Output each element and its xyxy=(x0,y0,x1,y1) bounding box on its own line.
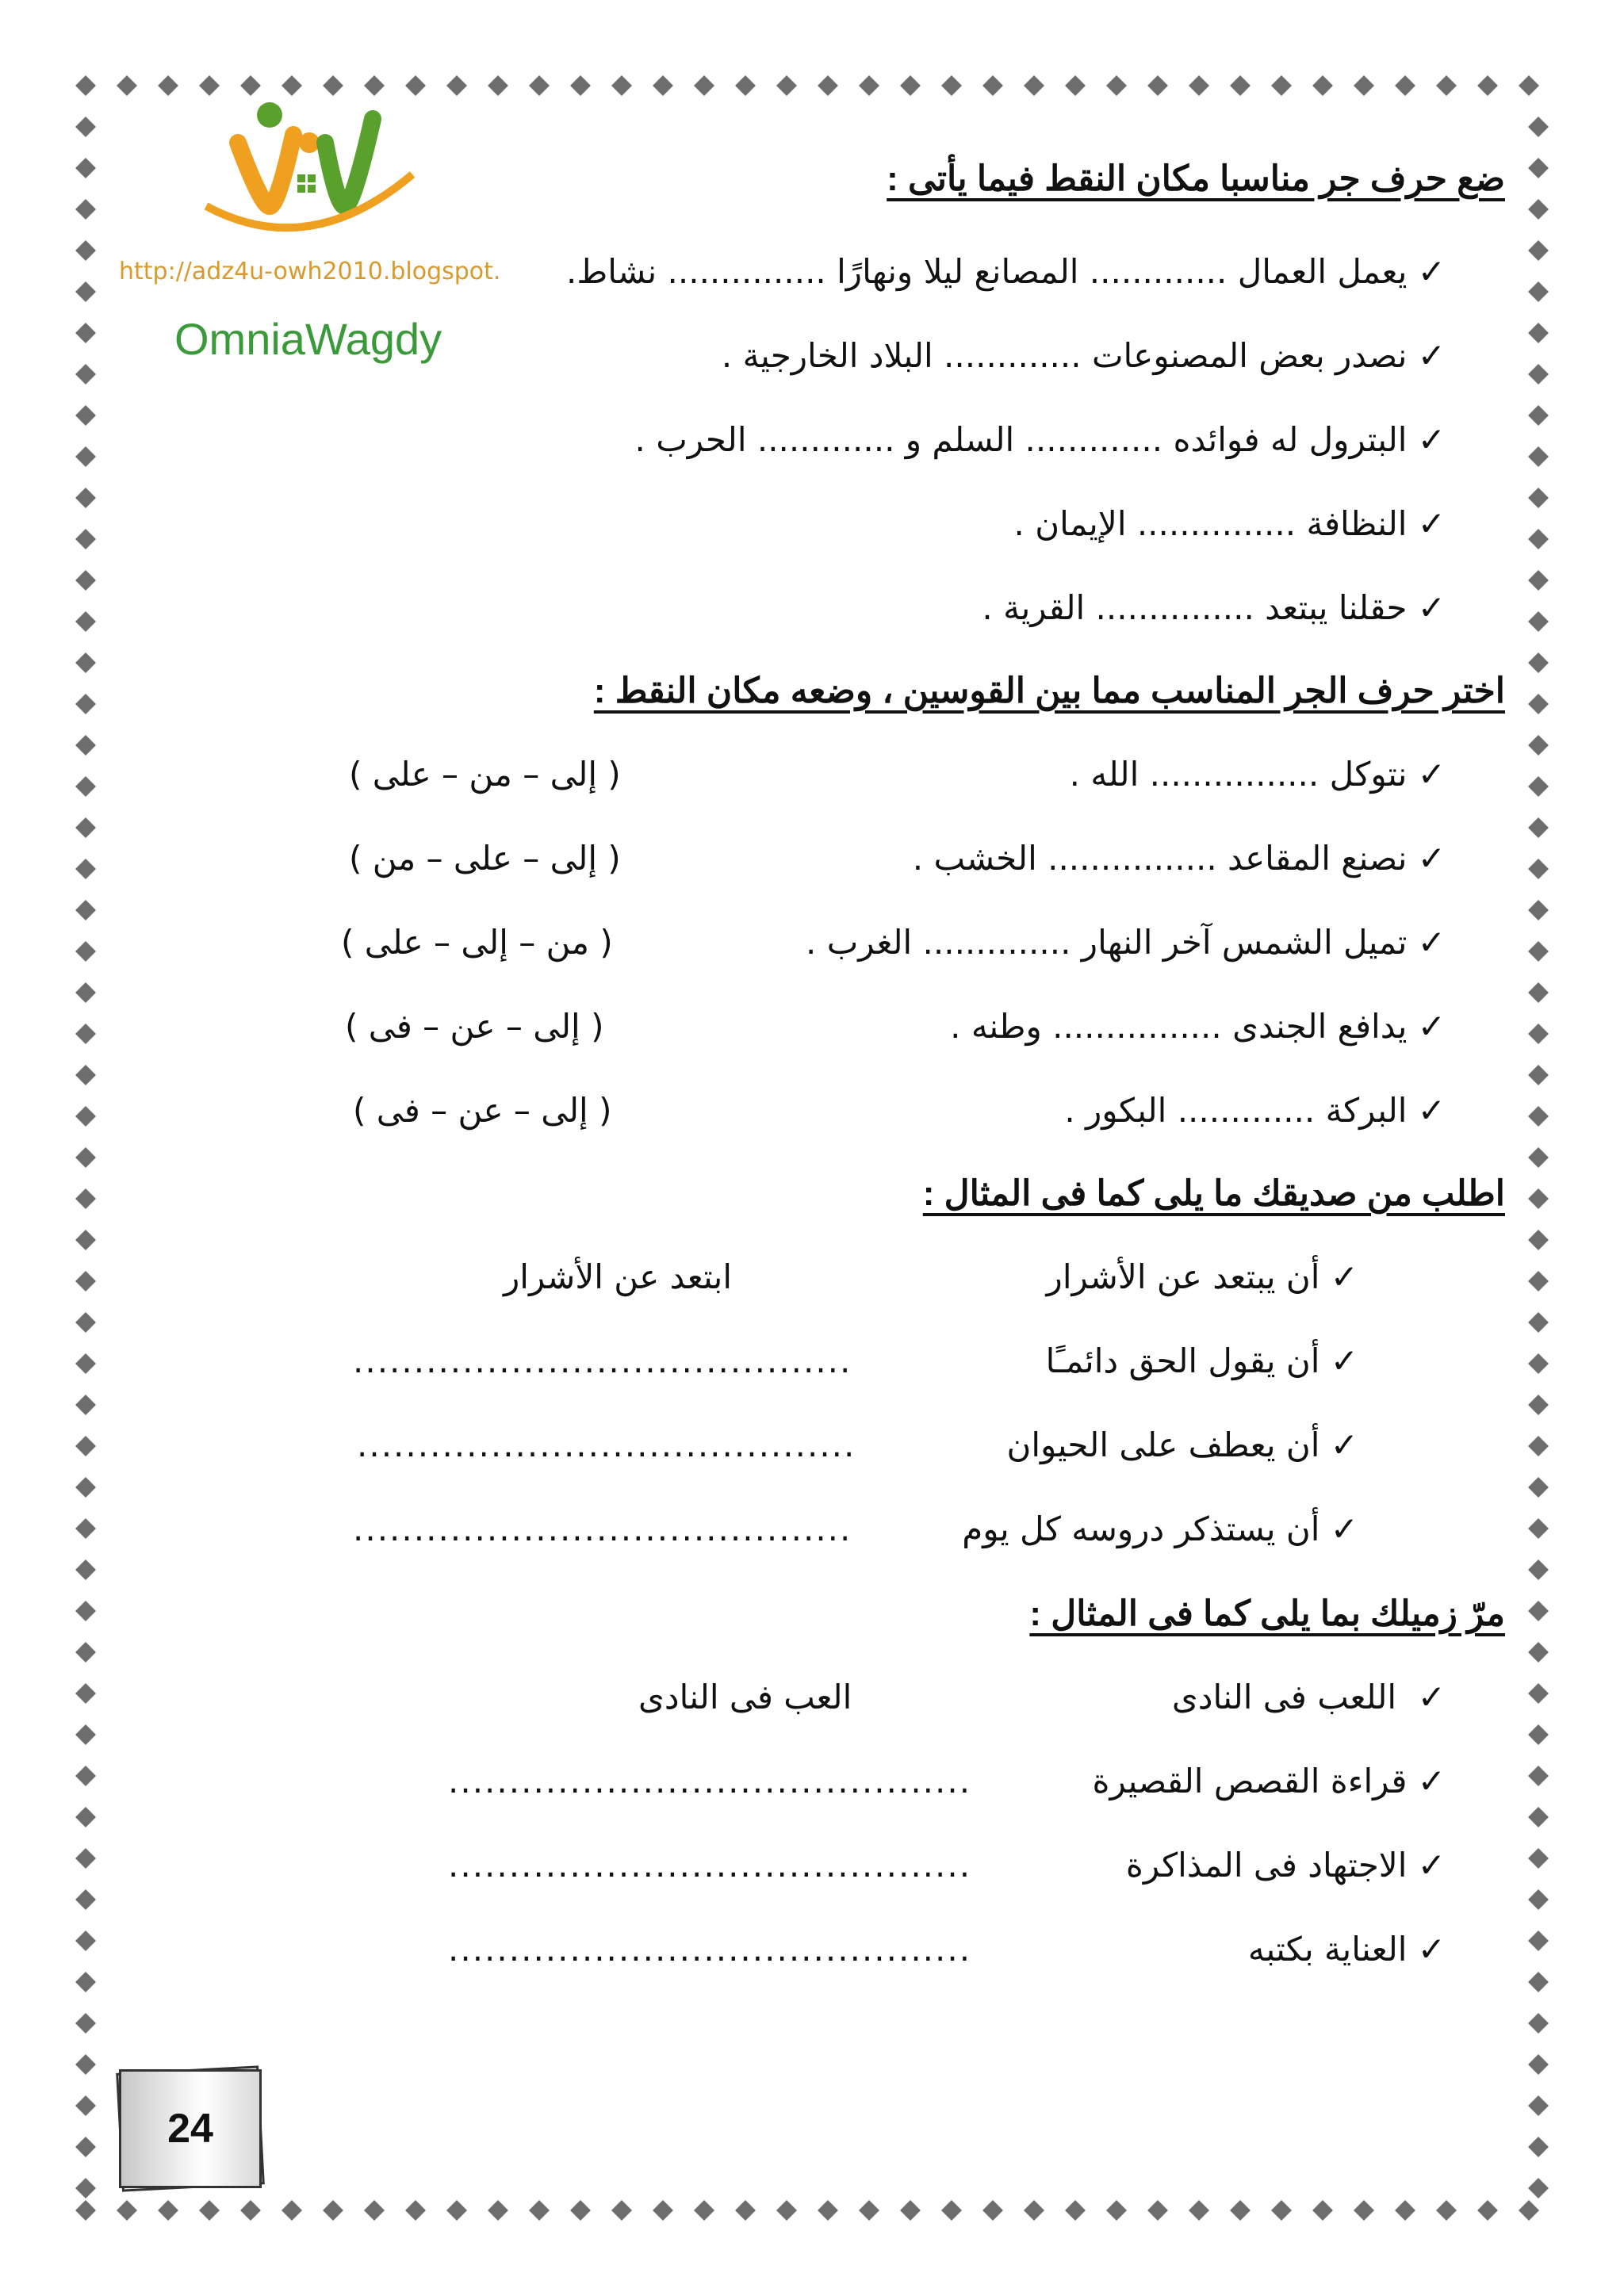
border-diamond xyxy=(1528,570,1549,591)
check-icon: ✓ xyxy=(1417,1007,1446,1046)
check-icon: ✓ xyxy=(1330,1510,1358,1548)
section3-item xyxy=(1007,1425,1358,1464)
border-diamond xyxy=(1528,117,1549,137)
border-diamond xyxy=(75,199,96,220)
border-diamond xyxy=(1528,2013,1549,2034)
answer-blank: ......................................... xyxy=(353,1341,852,1380)
border-diamond xyxy=(199,2200,220,2221)
border-diamond xyxy=(488,75,508,96)
border-diamond xyxy=(75,2137,96,2157)
border-diamond xyxy=(1528,859,1549,879)
border-diamond xyxy=(1519,75,1539,96)
border-diamond xyxy=(1519,2200,1539,2221)
border-diamond xyxy=(75,1147,96,1168)
border-diamond xyxy=(75,859,96,879)
border-diamond xyxy=(75,364,96,385)
border-diamond xyxy=(75,941,96,962)
answer-blank: ........................................... xyxy=(448,1762,972,1800)
section3-item xyxy=(1047,1257,1358,1296)
item-text: تميل الشمس آخر النهار .............. الغرب . xyxy=(806,923,1408,962)
logo-url: http://adz4u-owh2010.blogspot. xyxy=(119,258,501,285)
check-icon: ✓ xyxy=(1417,504,1446,543)
section4-item xyxy=(1092,1762,1446,1800)
border-diamond xyxy=(818,2200,838,2221)
section3-item xyxy=(962,1510,1358,1548)
border-diamond xyxy=(75,1931,96,1951)
item-text: حقلنا يبتعد ............... القرية . xyxy=(982,588,1408,627)
border-diamond xyxy=(529,2200,550,2221)
border-diamond xyxy=(75,2095,96,2116)
border-diamond xyxy=(694,2200,714,2221)
section2-item xyxy=(1070,755,1446,794)
section2-item xyxy=(913,839,1446,878)
border-diamond xyxy=(75,1889,96,1910)
family-logo-icon xyxy=(190,87,444,270)
section1-item xyxy=(635,420,1446,459)
options: ( إلى – عن – فى ) xyxy=(345,1007,604,1046)
item-text: أن يستذكر دروسه كل يوم xyxy=(962,1510,1320,1548)
border-diamond xyxy=(1528,1559,1549,1580)
check-icon: ✓ xyxy=(1417,420,1446,459)
border-diamond xyxy=(1528,982,1549,1003)
example-answer: العب فى النادى xyxy=(638,1678,852,1716)
border-diamond xyxy=(1354,75,1374,96)
border-diamond xyxy=(75,529,96,549)
section4-heading: مرّ زميلك بما يلى كما فى المثال : xyxy=(1029,1594,1505,1633)
item-text: نصنع المقاعد ................ الخشب . xyxy=(912,839,1408,878)
border-diamond xyxy=(1528,1353,1549,1374)
item-text: اللعب فى النادى xyxy=(1171,1678,1397,1716)
border-diamond xyxy=(75,1436,96,1456)
border-diamond xyxy=(75,1766,96,1786)
border-diamond xyxy=(1528,1312,1549,1333)
border-diamond xyxy=(75,117,96,137)
border-diamond xyxy=(1528,1766,1549,1786)
check-icon: ✓ xyxy=(1330,1425,1358,1464)
border-diamond xyxy=(75,2200,96,2221)
border-diamond xyxy=(1528,323,1549,343)
border-diamond xyxy=(282,2200,302,2221)
border-diamond xyxy=(75,1024,96,1044)
section1-item xyxy=(566,252,1446,291)
border-diamond xyxy=(75,2013,96,2034)
check-icon: ✓ xyxy=(1417,588,1446,627)
section3-item xyxy=(1046,1341,1358,1380)
border-diamond xyxy=(75,281,96,302)
border-diamond xyxy=(1528,2095,1549,2116)
options: ( إلى – من – على ) xyxy=(349,755,621,794)
border-diamond xyxy=(1528,652,1549,673)
border-diamond xyxy=(1528,1395,1549,1415)
section1-item xyxy=(982,588,1446,627)
border-diamond xyxy=(1528,1889,1549,1910)
border-diamond xyxy=(1528,1518,1549,1539)
item-text: قراءة القصص القصيرة xyxy=(1092,1762,1408,1800)
border-diamond xyxy=(982,75,1003,96)
border-diamond xyxy=(75,1683,96,1704)
border-diamond xyxy=(1528,1601,1549,1621)
border-diamond xyxy=(158,2200,178,2221)
border-diamond xyxy=(1528,2178,1549,2198)
border-diamond xyxy=(900,75,921,96)
section4-item xyxy=(1126,1846,1446,1885)
example-answer: ابتعد عن الأشرار xyxy=(504,1257,733,1296)
border-diamond xyxy=(1528,1230,1549,1250)
border-diamond xyxy=(75,446,96,467)
border-diamond xyxy=(1395,75,1415,96)
border-diamond xyxy=(1528,2054,1549,2075)
item-text: يدافع الجندى ................ وطنه . xyxy=(950,1007,1408,1046)
border-diamond xyxy=(1528,1065,1549,1085)
border-diamond xyxy=(75,1395,96,1415)
section2-item xyxy=(950,1007,1446,1046)
check-icon: ✓ xyxy=(1417,1762,1446,1800)
border-diamond xyxy=(776,75,797,96)
section4-item xyxy=(1248,1930,1446,1969)
options: ( من – إلى – على ) xyxy=(341,923,613,962)
item-text: أن يقول الحق دائمـًا xyxy=(1045,1341,1320,1380)
border-diamond xyxy=(75,158,96,178)
border-diamond xyxy=(1477,2200,1498,2221)
border-diamond xyxy=(75,1642,96,1663)
item-text: البركة ............. البكور . xyxy=(1064,1091,1408,1130)
border-diamond xyxy=(611,2200,632,2221)
border-diamond xyxy=(1395,2200,1415,2221)
border-diamond xyxy=(1147,2200,1168,2221)
border-diamond xyxy=(818,75,838,96)
border-diamond xyxy=(240,2200,261,2221)
border-diamond xyxy=(1528,611,1549,632)
answer-blank: ......................................... xyxy=(357,1425,856,1464)
border-diamond xyxy=(1528,1807,1549,1827)
border-diamond xyxy=(75,1477,96,1498)
check-icon: ✓ xyxy=(1417,1930,1446,1969)
border-diamond xyxy=(1312,75,1333,96)
border-diamond xyxy=(75,817,96,838)
section4-item xyxy=(1172,1678,1446,1716)
section2-item xyxy=(806,923,1446,962)
border-diamond xyxy=(611,75,632,96)
border-diamond xyxy=(529,75,550,96)
border-diamond xyxy=(75,900,96,920)
border-diamond xyxy=(75,1601,96,1621)
border-diamond xyxy=(1528,1972,1549,1992)
border-diamond xyxy=(1528,1848,1549,1869)
border-diamond xyxy=(1528,240,1549,261)
border-diamond xyxy=(1528,1931,1549,1951)
border-diamond xyxy=(75,405,96,426)
border-diamond xyxy=(1065,2200,1086,2221)
border-diamond xyxy=(75,1518,96,1539)
border-diamond xyxy=(859,75,879,96)
check-icon: ✓ xyxy=(1330,1257,1358,1296)
border-diamond xyxy=(1106,2200,1127,2221)
page-number: 24 xyxy=(167,2106,213,2152)
border-diamond xyxy=(75,2178,96,2198)
border-diamond xyxy=(653,2200,673,2221)
border-diamond xyxy=(1024,2200,1044,2221)
border-diamond xyxy=(75,240,96,261)
border-diamond xyxy=(1528,2137,1549,2157)
border-diamond xyxy=(1528,1642,1549,1663)
border-diamond xyxy=(75,323,96,343)
item-text: الاجتهاد فى المذاكرة xyxy=(1125,1846,1408,1885)
border-diamond xyxy=(75,1230,96,1250)
border-diamond xyxy=(446,2200,467,2221)
border-diamond xyxy=(75,735,96,756)
border-diamond xyxy=(75,1353,96,1374)
border-diamond xyxy=(570,2200,591,2221)
item-text: العناية بكتبه xyxy=(1247,1930,1408,1969)
logo-name: OmniaWagdy xyxy=(174,314,442,364)
border-diamond xyxy=(776,2200,797,2221)
border-diamond xyxy=(75,1848,96,1869)
border-diamond xyxy=(1528,735,1549,756)
item-text: النظافة ............... الإيمان . xyxy=(1013,504,1408,543)
border-diamond xyxy=(1271,75,1292,96)
border-diamond xyxy=(941,2200,962,2221)
check-icon: ✓ xyxy=(1330,1341,1358,1380)
border-diamond xyxy=(694,75,714,96)
border-diamond xyxy=(75,1807,96,1827)
item-text: أن يعطف على الحيوان xyxy=(1006,1425,1320,1464)
border-diamond xyxy=(1528,1147,1549,1168)
check-icon: ✓ xyxy=(1417,1678,1446,1716)
border-diamond xyxy=(1528,694,1549,714)
answer-blank: ........................................... xyxy=(448,1846,972,1885)
logo xyxy=(119,87,501,373)
border-diamond xyxy=(1528,817,1549,838)
border-diamond xyxy=(323,2200,343,2221)
section1-heading: ضع حرف جر مناسبا مكان النقط فيما يأتى : xyxy=(887,159,1505,198)
border-diamond xyxy=(1436,75,1457,96)
item-text: نصدر بعض المصنوعات ............. البلاد الخارجية . xyxy=(721,336,1408,375)
border-diamond xyxy=(75,1065,96,1085)
check-icon: ✓ xyxy=(1417,839,1446,878)
border-diamond xyxy=(1528,529,1549,549)
check-icon: ✓ xyxy=(1417,336,1446,375)
border-diamond xyxy=(75,776,96,797)
border-diamond xyxy=(364,2200,385,2221)
border-diamond xyxy=(1528,446,1549,467)
border-diamond xyxy=(900,2200,921,2221)
border-diamond xyxy=(1230,2200,1251,2221)
border-diamond xyxy=(1528,1724,1549,1745)
section1-item xyxy=(722,336,1446,375)
border-diamond xyxy=(75,1271,96,1292)
border-diamond xyxy=(1528,1683,1549,1704)
border-diamond xyxy=(1528,364,1549,385)
border-diamond xyxy=(75,982,96,1003)
item-text: نتوكل ................ الله . xyxy=(1069,755,1408,794)
item-text: أن يبتعد عن الأشرار xyxy=(1046,1257,1320,1296)
options: ( إلى – على – من ) xyxy=(349,839,621,878)
section2-heading: اختر حرف الجر المناسب مما بين القوسين ، وضعه مكان النقط : xyxy=(593,672,1505,710)
border-diamond xyxy=(1528,1106,1549,1127)
border-diamond xyxy=(75,1106,96,1127)
border-diamond xyxy=(117,2200,137,2221)
section2-item xyxy=(1064,1091,1446,1130)
border-diamond xyxy=(735,75,756,96)
section3-heading: اطلب من صديقك ما يلى كما فى المثال : xyxy=(922,1174,1505,1213)
check-icon: ✓ xyxy=(1417,252,1446,291)
border-diamond xyxy=(1528,1024,1549,1044)
border-diamond xyxy=(941,75,962,96)
answer-blank: ......................................... xyxy=(353,1510,852,1548)
border-diamond xyxy=(1528,405,1549,426)
item-text: البترول له فوائده ............. السلم و ............. الحرب . xyxy=(634,420,1408,459)
border-diamond xyxy=(1436,2200,1457,2221)
answer-blank: ........................................... xyxy=(448,1930,972,1969)
border-diamond xyxy=(75,488,96,508)
border-diamond xyxy=(75,75,96,96)
border-diamond xyxy=(75,611,96,632)
page-number-box xyxy=(119,2069,262,2188)
border-diamond xyxy=(1528,941,1549,962)
border-diamond xyxy=(653,75,673,96)
border-diamond xyxy=(1106,75,1127,96)
border-diamond xyxy=(75,2054,96,2075)
border-diamond xyxy=(1528,900,1549,920)
border-diamond xyxy=(1528,776,1549,797)
item-text: يعمل العمال ............. المصانع ليلا ونهارًا ............... نشاط. xyxy=(566,252,1408,291)
check-icon: ✓ xyxy=(1417,755,1446,794)
border-diamond xyxy=(1477,75,1498,96)
border-diamond xyxy=(1024,75,1044,96)
border-diamond xyxy=(1528,158,1549,178)
border-diamond xyxy=(1271,2200,1292,2221)
border-diamond xyxy=(859,2200,879,2221)
border-diamond xyxy=(405,2200,426,2221)
section1-item xyxy=(1014,504,1446,543)
border-diamond xyxy=(1147,75,1168,96)
check-icon: ✓ xyxy=(1417,923,1446,962)
border-diamond xyxy=(75,1188,96,1209)
options: ( إلى – عن – فى ) xyxy=(353,1091,612,1130)
border-diamond xyxy=(1189,2200,1209,2221)
border-diamond xyxy=(570,75,591,96)
border-diamond xyxy=(75,570,96,591)
border-diamond xyxy=(1528,488,1549,508)
border-diamond xyxy=(735,2200,756,2221)
border-diamond xyxy=(1230,75,1251,96)
border-diamond xyxy=(1354,2200,1374,2221)
border-diamond xyxy=(1312,2200,1333,2221)
check-icon: ✓ xyxy=(1417,1846,1446,1885)
border-diamond xyxy=(75,1312,96,1333)
border-diamond xyxy=(1528,1188,1549,1209)
border-diamond xyxy=(488,2200,508,2221)
border-diamond xyxy=(1065,75,1086,96)
border-diamond xyxy=(75,1559,96,1580)
border-diamond xyxy=(1189,75,1209,96)
border-diamond xyxy=(1528,281,1549,302)
border-diamond xyxy=(1528,1477,1549,1498)
border-diamond xyxy=(982,2200,1003,2221)
border-diamond xyxy=(75,1972,96,1992)
border-diamond xyxy=(1528,1271,1549,1292)
border-diamond xyxy=(1528,1436,1549,1456)
border-diamond xyxy=(75,694,96,714)
check-icon: ✓ xyxy=(1417,1091,1446,1130)
border-diamond xyxy=(75,1724,96,1745)
border-diamond xyxy=(1528,199,1549,220)
border-diamond xyxy=(75,652,96,673)
